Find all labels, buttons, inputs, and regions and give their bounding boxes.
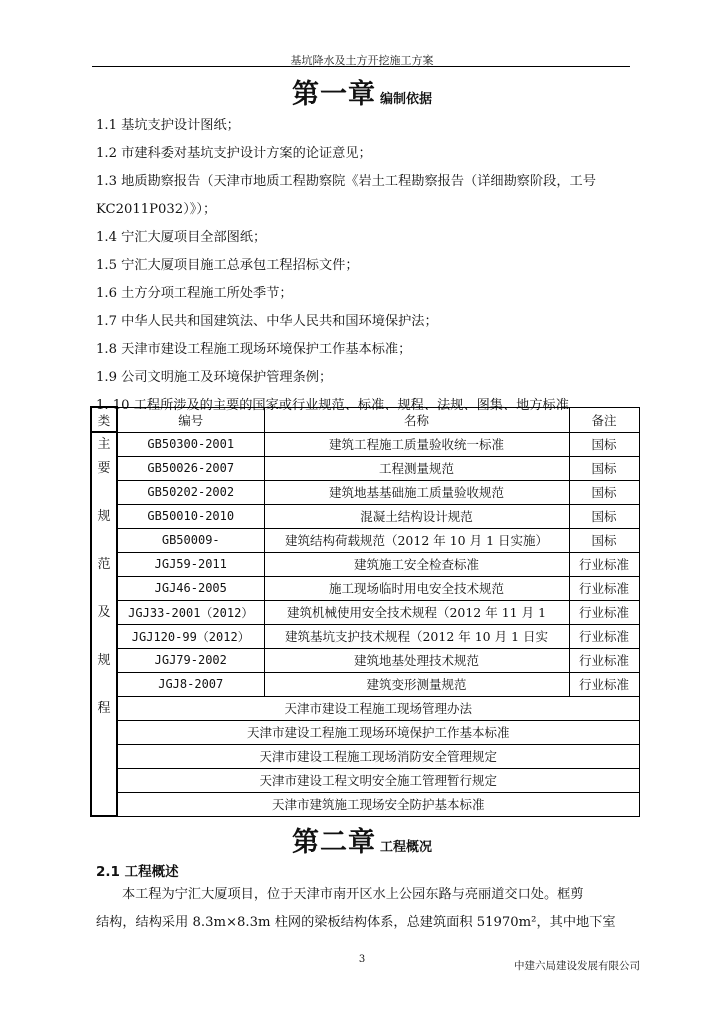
basis-item: 1.1 基坑支护设计图纸；: [96, 118, 240, 133]
basis-item: 1.7 中华人民共和国建筑法、中华人民共和国环境保护法；: [96, 314, 438, 329]
name-cell: 工程测量规范: [264, 456, 569, 480]
basis-item: 1.6 土方分项工程施工所处季节；: [96, 286, 293, 301]
code-cell: GB50202-2002: [117, 480, 264, 504]
note-cell: 国标: [569, 504, 639, 528]
code-cell: JGJ46-2005: [117, 576, 264, 600]
table-row: [91, 744, 639, 768]
category-cell: [91, 432, 117, 816]
table-row: [91, 480, 639, 504]
name-cell: 建筑地基处理技术规范: [264, 648, 569, 672]
code-cell: GB50300-2001: [117, 432, 264, 456]
category-char: 及: [97, 605, 111, 620]
name-cell: 建筑地基基础施工质量验收规范: [264, 480, 569, 504]
code-cell: JGJ59-2011: [117, 552, 264, 576]
category-char: 主: [97, 437, 111, 452]
note-cell: 行业标准: [569, 672, 639, 696]
section-2-1-heading: 2.1 工程概述: [96, 864, 179, 880]
note-cell: 行业标准: [569, 624, 639, 648]
header-code: 编号: [117, 407, 264, 432]
table-row: [91, 792, 639, 816]
code-cell: GB50009-: [117, 528, 264, 552]
chapter-2-heading: [0, 820, 724, 859]
note-cell: 行业标准: [569, 576, 639, 600]
basis-item: KC2011P032）》）；: [96, 202, 217, 217]
note-cell: 国标: [569, 456, 639, 480]
table-row: [91, 768, 639, 792]
local-standard-cell: 天津市建设工程施工现场管理办法: [117, 696, 639, 720]
page-number: 3: [358, 954, 366, 965]
name-cell: 建筑机械使用安全技术规程（2012 年 11 月 1: [264, 600, 569, 624]
section-2-1-body: [96, 881, 641, 937]
note-cell: 国标: [569, 432, 639, 456]
header-name: 名称: [264, 407, 569, 432]
basis-item: 1.2 市建科委对基坑支护设计方案的论证意见；: [96, 146, 372, 161]
table-row: [91, 504, 639, 528]
header-title: 基坑降水及土方开挖施工方案: [290, 54, 434, 67]
code-cell: JGJ79-2002: [117, 648, 264, 672]
header-divider: [92, 66, 630, 67]
note-cell: 国标: [569, 528, 639, 552]
local-standard-cell: 天津市建设工程施工现场环境保护工作基本标准: [117, 720, 639, 744]
table-row: [91, 528, 639, 552]
local-standard-cell: 天津市建设工程文明安全施工管理暂行规定: [117, 768, 639, 792]
header-category: 类: [91, 407, 117, 432]
code-cell: JGJ8-2007: [117, 672, 264, 696]
table-row: [91, 696, 639, 720]
code-cell: JGJ120-99（2012）: [117, 624, 264, 648]
local-standard-cell: 天津市建设工程施工现场消防安全管理规定: [117, 744, 639, 768]
body-line: 结构，结构采用 8.3m×8.3m 柱网的梁板结构体系，总建筑面积 51970m²，其中地下室: [96, 915, 616, 930]
table-row: [91, 552, 639, 576]
basis-item: 1.9 公司文明施工及环境保护管理条例；: [96, 370, 333, 385]
basis-item: 1. 10 工程所涉及的主要的国家或行业规范、标准、规程、法规、图集、地方标准: [96, 398, 569, 413]
table-header-row: [91, 407, 639, 432]
category-char: 规: [97, 653, 111, 668]
name-cell: 建筑工程施工质量验收统一标准: [264, 432, 569, 456]
note-cell: 国标: [569, 480, 639, 504]
name-cell: 建筑基坑支护技术规程（2012 年 10 月 1 日实: [264, 624, 569, 648]
basis-item: 1.5 宁汇大厦项目施工总承包工程招标文件；: [96, 258, 359, 273]
chapter-2-title: 第二章: [291, 827, 376, 858]
name-cell: 建筑变形测量规范: [264, 672, 569, 696]
table-row: [91, 600, 639, 624]
code-cell: JGJ33-2001（2012）: [117, 600, 264, 624]
category-char: 规: [97, 509, 111, 524]
code-cell: GB50026-2007: [117, 456, 264, 480]
basis-item: 1.4 宁汇大厦项目全部图纸；: [96, 230, 267, 245]
basis-list: [96, 112, 641, 420]
table-row: [91, 720, 639, 744]
table-row: [91, 432, 639, 456]
category-char: 程: [97, 701, 111, 716]
local-standard-cell: 天津市建筑施工现场安全防护基本标准: [117, 792, 639, 816]
table-row: [91, 648, 639, 672]
code-cell: GB50010-2010: [117, 504, 264, 528]
name-cell: 混凝土结构设计规范: [264, 504, 569, 528]
note-cell: 行业标准: [569, 552, 639, 576]
header-note: 备注: [569, 407, 639, 432]
body-line: 本工程为宁汇大厦项目，位于天津市南开区水上公园东路与亮丽道交口处。框剪: [122, 887, 584, 902]
chapter-2-subtitle: 工程概况: [379, 840, 432, 855]
chapter-1-subtitle: 编制依据: [379, 92, 432, 107]
category-char: 要: [97, 461, 111, 476]
basis-item: 1.3 地质勘察报告（天津市地质工程勘察院《岩土工程勘察报告（详细勘察阶段，工号: [96, 174, 596, 189]
name-cell: 施工现场临时用电安全技术规范: [264, 576, 569, 600]
table-row: [91, 624, 639, 648]
note-cell: 行业标准: [569, 600, 639, 624]
table-row: [91, 576, 639, 600]
note-cell: 行业标准: [569, 648, 639, 672]
name-cell: 建筑施工安全检查标准: [264, 552, 569, 576]
chapter-1-heading: [0, 72, 724, 111]
table-row: [91, 456, 639, 480]
chapter-1-title: 第一章: [291, 79, 376, 110]
category-char: 范: [97, 557, 111, 572]
table-row: [91, 672, 639, 696]
standards-table: [90, 406, 640, 817]
company-name: 中建六局建设发展有限公司: [514, 960, 640, 972]
name-cell: 建筑结构荷载规范（2012 年 10 月 1 日实施）: [264, 528, 569, 552]
basis-item: 1.8 天津市建设工程施工现场环境保护工作基本标准；: [96, 342, 412, 357]
